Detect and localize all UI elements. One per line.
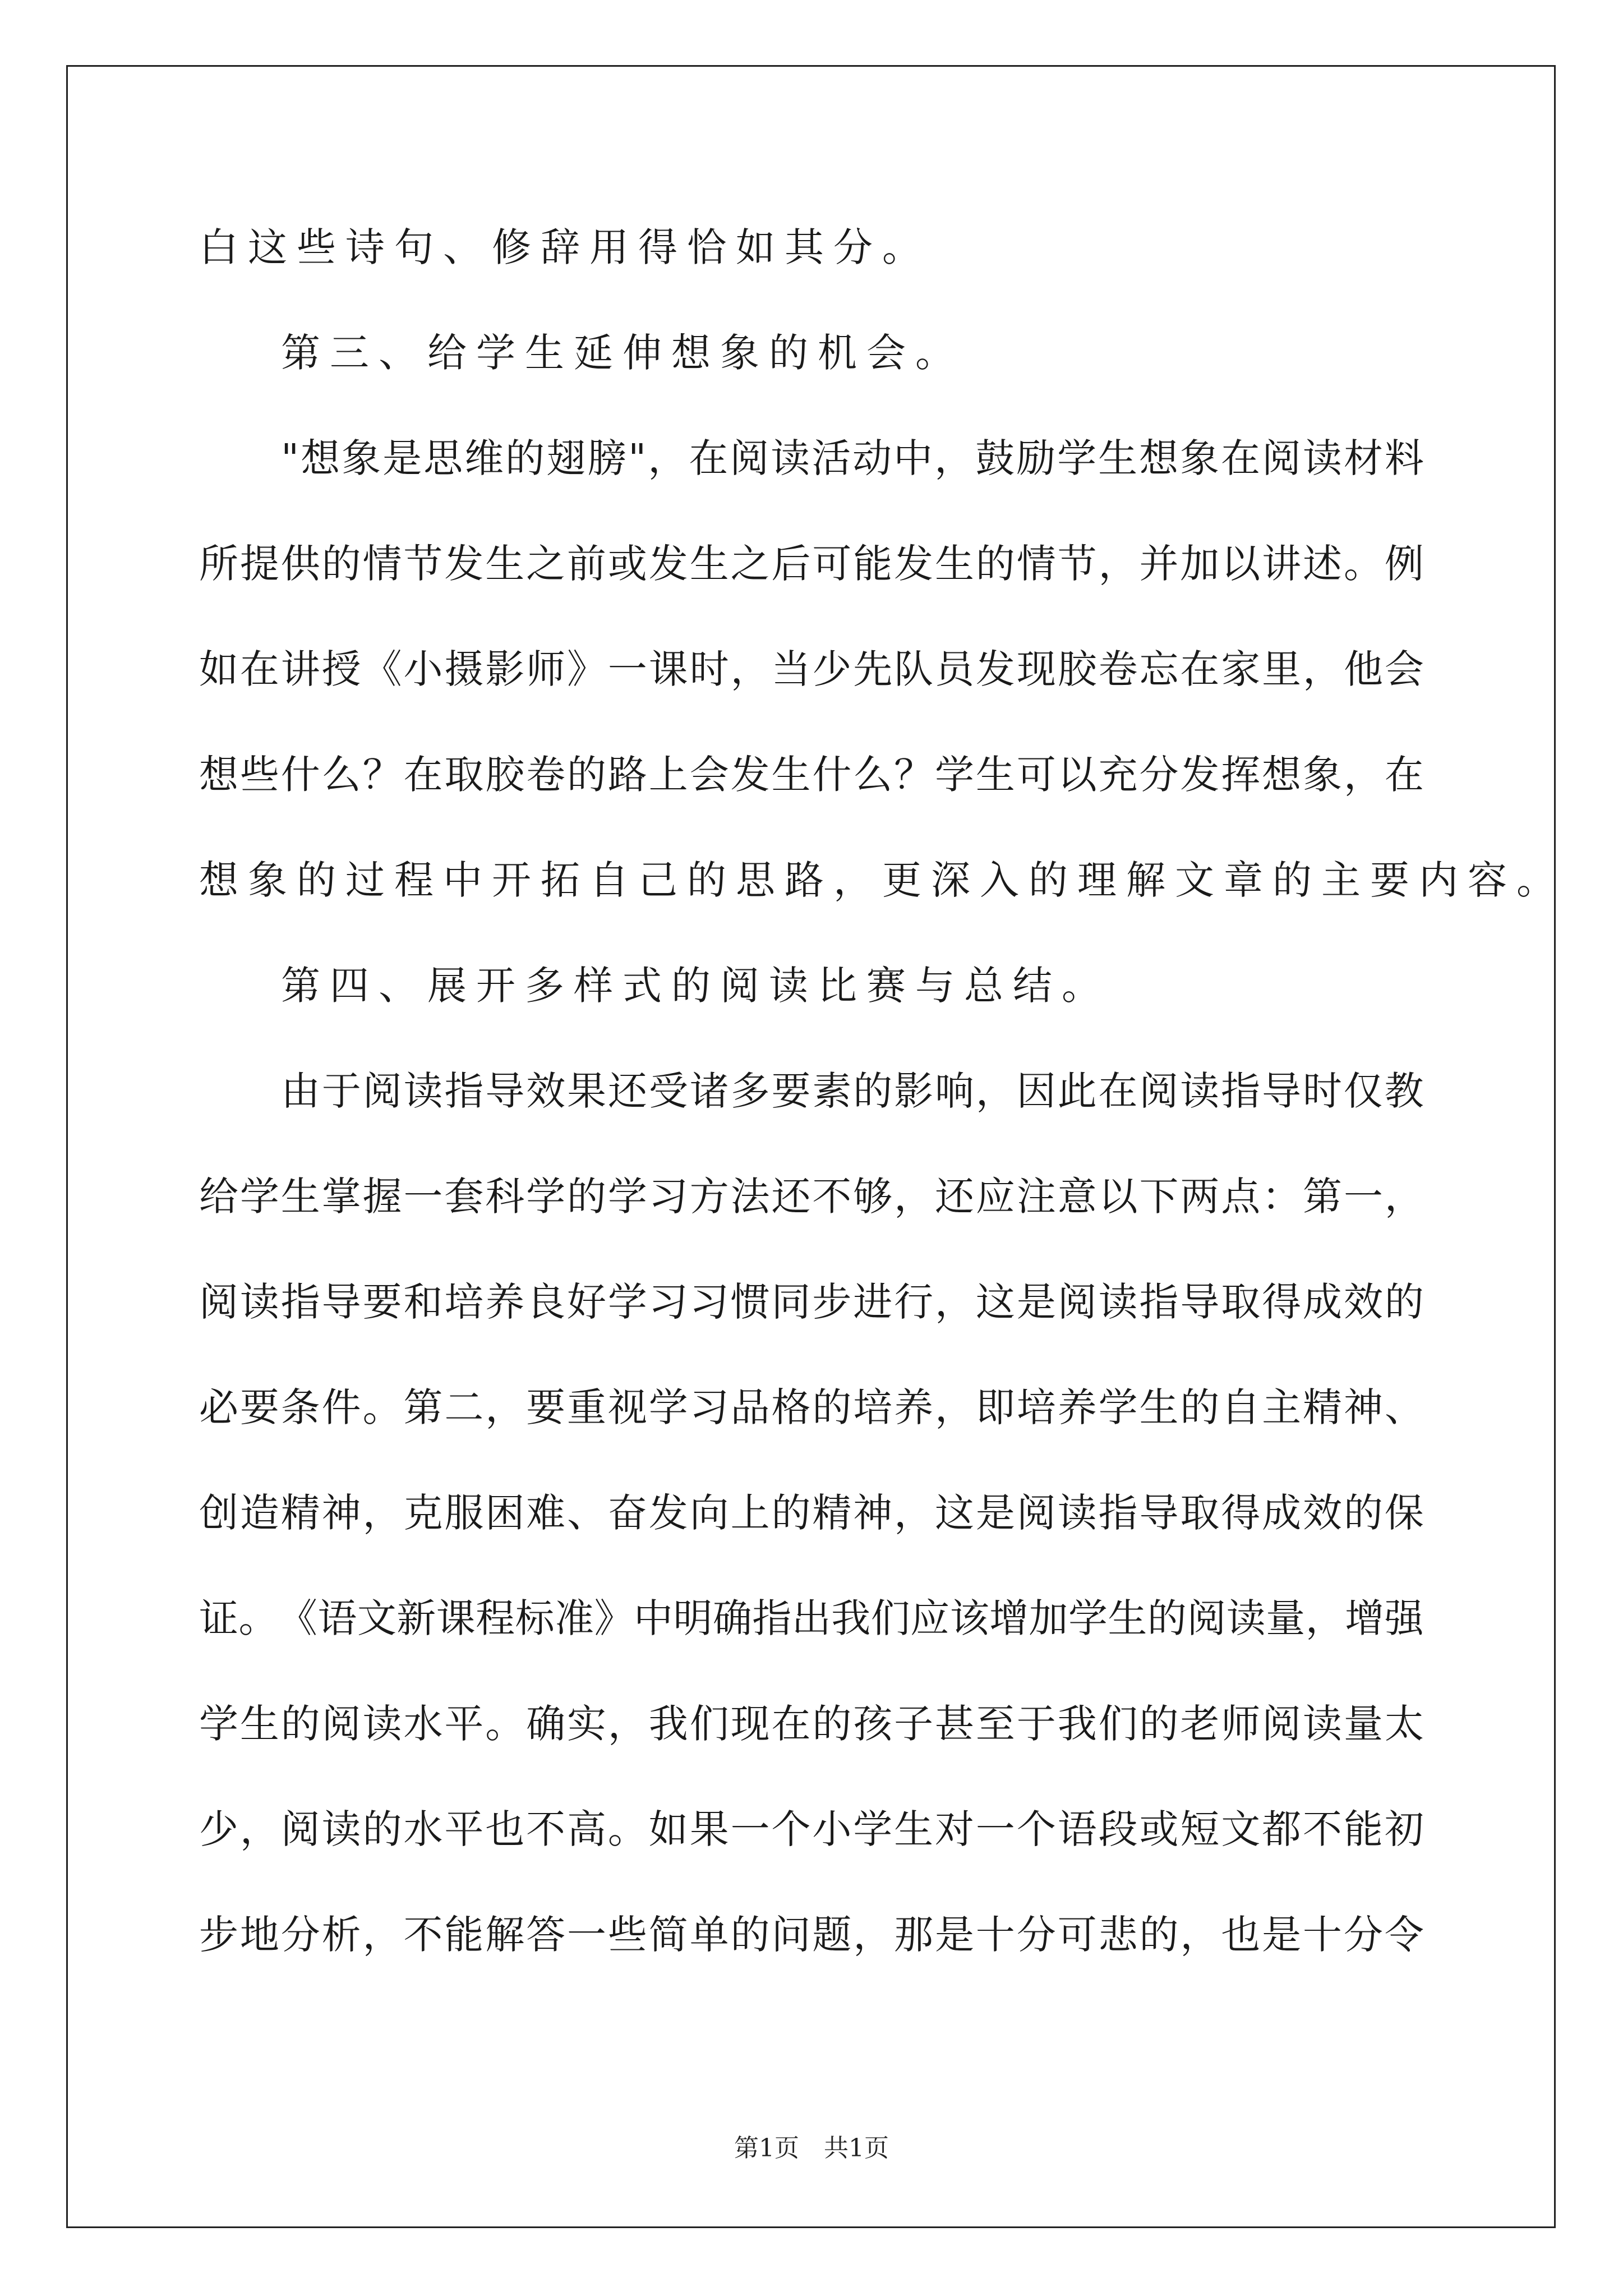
text-line: 少 ， 阅 读 的 水 平 也 不 高 。 如 果 一 个 小 学 生 对 一 个 语 段 或 短 文 都 不 能 初 [199,1806,1424,1852]
text-line: 创 造 精 神 ， 克 服 困 难 、 奋 发 向 上 的 精 神 ， 这 是 阅 读 指 导 取 得 成 效 的 保 [199,1490,1424,1536]
text-line: 所 提 供 的 情 节 发 生 之 前 或 发 生 之 后 可 能 发 生 的 情 节 ， 并 加 以 讲 述 。 例 [199,541,1424,587]
text-line: 必 要 条 件 。 第 二 ， 要 重 视 学 习 品 格 的 培 养 ， 即 培 养 学 生 的 自 主 精 神 、 [199,1384,1424,1430]
text-line: 第三、给学生延伸想象的机会。 [281,330,964,376]
text-line: 给 学 生 掌 握 一 套 科 学 的 学 习 方 法 还 不 够 ， 还 应 注 意 以 下 两 点 ： 第 一 ， [199,1174,1424,1220]
text-line: " 想 象 是 思 维 的 翅 膀 " ， 在 阅 读 活 动 中 ， 鼓 励 学 生 想 象 在 阅 读 材 料 [281,435,1424,481]
text-line: 由 于 阅 读 指 导 效 果 还 受 诸 多 要 素 的 影 响 ， 因 此 在 阅 读 指 导 时 仅 教 [281,1068,1424,1114]
text-line: 第四、展开多样式的阅读比赛与总结。 [281,963,1110,1009]
text-line: 阅 读 指 导 要 和 培 养 良 好 学 习 习 惯 同 步 进 行 ， 这 是 阅 读 指 导 取 得 成 效 的 [199,1279,1424,1325]
text-line: 白这些诗句、修辞用得恰如其分。 [199,224,931,270]
text-line: 如 在 讲 授 《 小 摄 影 师 》 一 课 时 ， 当 少 先 队 员 发 现 胶 卷 忘 在 家 里 ， 他 会 [199,646,1424,692]
text-line: 想象的过程中开拓自己的思路，更深入的理解文章的主要内容。 [199,857,1565,903]
text-line: 步 地 分 析 ， 不 能 解 答 一 些 简 单 的 问 题 ， 那 是 十 分 可 悲 的 ， 也 是 十 分 令 [199,1912,1424,1958]
page-footer [0,2132,1623,2165]
text-line: 学 生 的 阅 读 水 平 。 确 实 ， 我 们 现 在 的 孩 子 甚 至 于 我 们 的 老 师 阅 读 量 太 [199,1701,1424,1747]
text-line: 证 。 《 语 文 新 课 程 标 准 》 中 明 确 指 出 我 们 应 该 增 加 学 生 的 阅 读 量 ， 增 强 [199,1595,1424,1641]
page-number-label: 第1页 共1页 [734,2134,889,2162]
text-line: 想 些 什 么 ？ 在 取 胶 卷 的 路 上 会 发 生 什 么 ？ 学 生 可 以 充 分 发 挥 想 象 ， 在 [199,752,1424,798]
